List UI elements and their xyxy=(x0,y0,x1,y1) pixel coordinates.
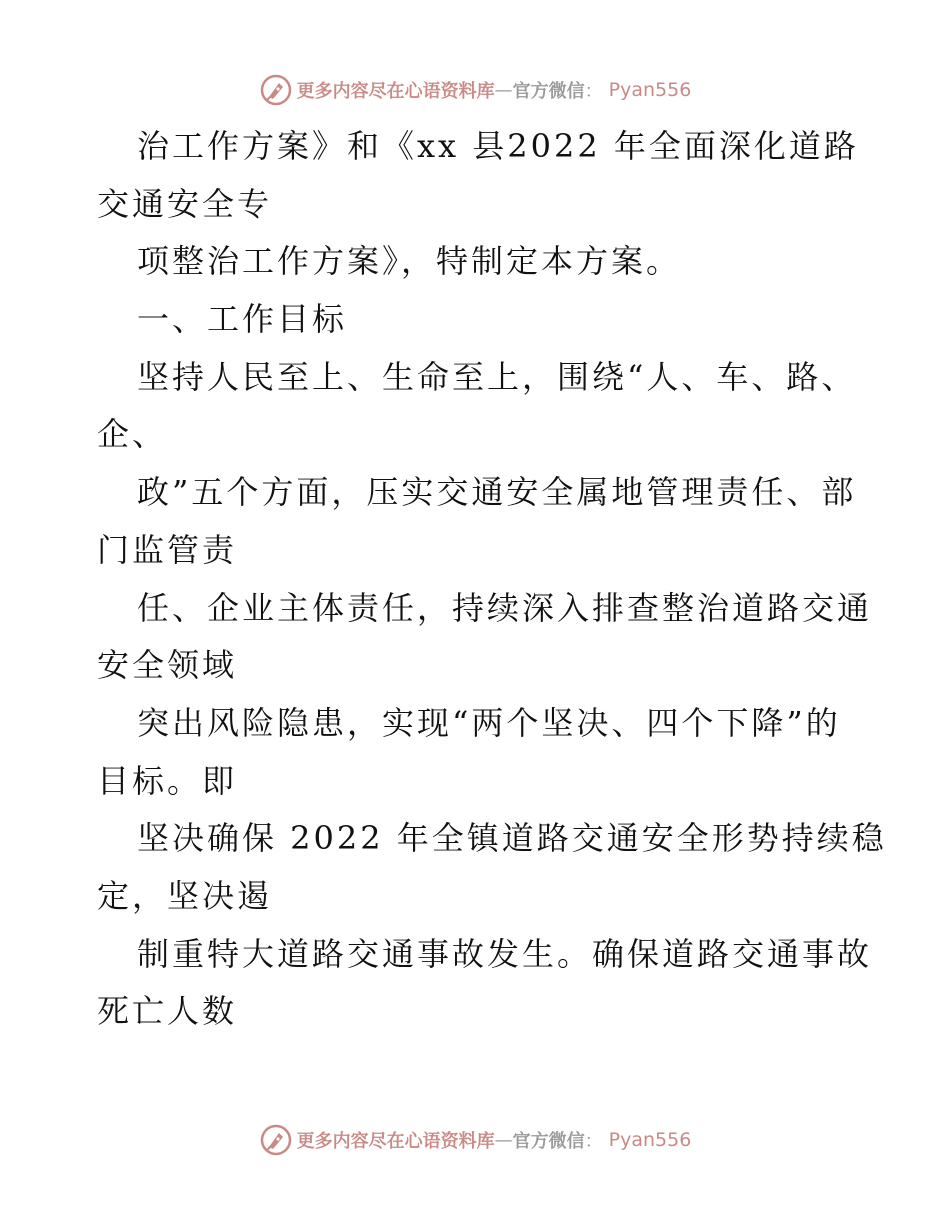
watermark-wechat-label: 官方微信 xyxy=(512,1131,585,1152)
body-line: 安全领域 xyxy=(97,646,238,685)
body-line: 交通安全专 xyxy=(97,184,273,223)
body-line: 坚持人民至上、生命至上，围绕“人、车、路、 xyxy=(137,357,857,396)
body-line: 制重特大道路交通事故发生。确保道路交通事故 xyxy=(137,934,873,973)
body-line: 突出风险隐患，实现“两个坚决、四个下降”的 xyxy=(137,703,841,742)
body-line: 治工作方案》和《xx 县2022 年全面深化道路 xyxy=(137,127,859,165)
pen-nib-logo-icon xyxy=(259,1123,293,1157)
body-line: 死亡人数 xyxy=(97,992,238,1031)
body-line: 坚决确保 2022 年全镇道路交通安全形势持续稳 xyxy=(137,819,887,858)
section-heading: 一、工作目标 xyxy=(137,300,348,339)
watermark-colon: ： xyxy=(584,1131,603,1152)
watermark-text: 更多内容尽在心语资料库 xyxy=(296,1131,495,1152)
watermark-wechat-label: 官方微信 xyxy=(512,81,585,102)
body-line: 企、 xyxy=(97,415,168,454)
header-watermark xyxy=(0,70,950,110)
body-line: 门监管责 xyxy=(97,530,238,569)
watermark-wechat-id: Pyan556 xyxy=(608,1129,692,1151)
body-line: 定，坚决遏 xyxy=(97,876,273,915)
watermark-separator: — xyxy=(494,1129,513,1151)
body-line: 任、企业主体责任，持续深入排查整治道路交通 xyxy=(137,588,873,627)
pen-nib-logo-icon xyxy=(259,73,293,107)
body-line: 项整治工作方案》，特制定本方案。 xyxy=(137,242,682,281)
watermark-text: 更多内容尽在心语资料库 xyxy=(296,81,495,102)
body-line: 目标。即 xyxy=(97,761,238,800)
footer-watermark xyxy=(0,1120,950,1160)
watermark-wechat-id: Pyan556 xyxy=(608,79,692,101)
watermark-separator: — xyxy=(494,79,513,101)
document-body xyxy=(97,118,887,1041)
watermark-colon: ： xyxy=(584,81,603,102)
body-line: 政”五个方面，压实交通安全属地管理责任、部 xyxy=(137,473,857,512)
